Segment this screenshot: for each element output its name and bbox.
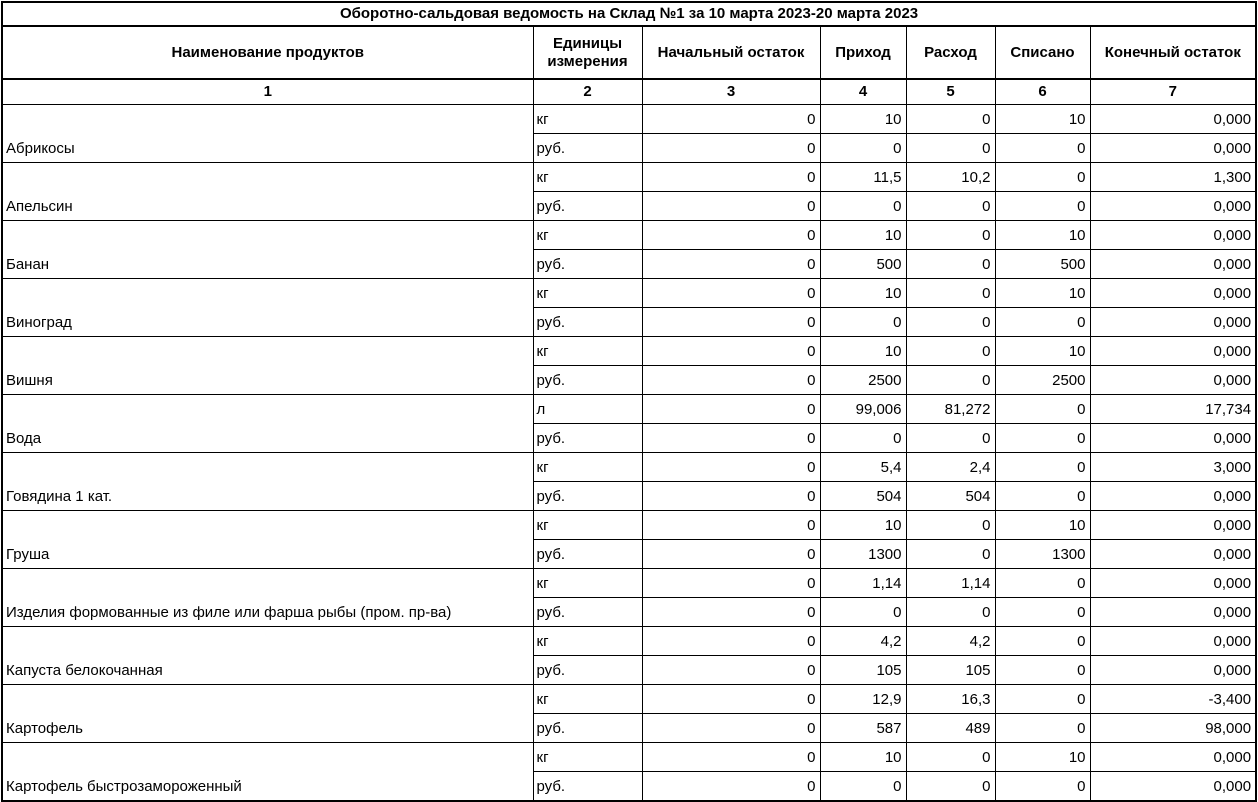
column-number[interactable]: 3 — [642, 79, 820, 105]
value-cell[interactable]: 10 — [820, 221, 906, 250]
value-cell[interactable]: 0,000 — [1090, 192, 1256, 221]
value-cell[interactable]: 0 — [995, 598, 1090, 627]
product-name-cell[interactable]: Изделия формованные из филе или фарша рыбы (пром. пр-ва) — [2, 569, 533, 627]
value-cell[interactable]: 1,14 — [820, 569, 906, 598]
value-cell[interactable]: 0 — [995, 134, 1090, 163]
value-cell[interactable]: 2,4 — [906, 453, 995, 482]
value-cell[interactable]: 0 — [906, 366, 995, 395]
product-name-cell[interactable]: Капуста белокочанная — [2, 627, 533, 685]
value-cell[interactable]: 0,000 — [1090, 221, 1256, 250]
value-cell[interactable]: 0,000 — [1090, 482, 1256, 511]
column-header-row — [2, 26, 1256, 79]
value-cell[interactable]: 0 — [642, 250, 820, 279]
product-name-cell[interactable]: Виноград — [2, 279, 533, 337]
unit-cell[interactable]: кг — [533, 569, 642, 598]
value-cell[interactable]: 0,000 — [1090, 279, 1256, 308]
unit-cell[interactable]: кг — [533, 337, 642, 366]
value-cell[interactable]: 0 — [906, 772, 995, 802]
product-name-cell[interactable]: Вода — [2, 395, 533, 453]
value-cell[interactable]: 0 — [642, 656, 820, 685]
value-cell[interactable]: 0 — [906, 192, 995, 221]
table-row — [2, 221, 1256, 250]
unit-cell[interactable]: руб. — [533, 308, 642, 337]
value-cell[interactable]: 0 — [906, 250, 995, 279]
value-cell[interactable]: 0 — [642, 105, 820, 134]
table-row — [2, 627, 1256, 656]
value-cell[interactable]: 0 — [820, 598, 906, 627]
value-cell[interactable]: 0 — [642, 627, 820, 656]
column-number[interactable]: 2 — [533, 79, 642, 105]
value-cell[interactable]: 0 — [906, 540, 995, 569]
value-cell[interactable]: 0 — [995, 453, 1090, 482]
table-row — [2, 337, 1256, 366]
value-cell[interactable]: 1,300 — [1090, 163, 1256, 192]
unit-cell[interactable]: руб. — [533, 714, 642, 743]
value-cell[interactable]: 0 — [995, 772, 1090, 802]
value-cell[interactable]: 5,4 — [820, 453, 906, 482]
header-product-name[interactable]: Наименование продуктов — [2, 26, 533, 79]
value-cell[interactable]: 98,000 — [1090, 714, 1256, 743]
value-cell[interactable]: 0,000 — [1090, 656, 1256, 685]
value-cell[interactable]: 0 — [642, 685, 820, 714]
value-cell[interactable]: 81,272 — [906, 395, 995, 424]
value-cell[interactable]: 587 — [820, 714, 906, 743]
value-cell[interactable]: 0 — [995, 482, 1090, 511]
value-cell[interactable]: 0,000 — [1090, 308, 1256, 337]
unit-cell[interactable]: руб. — [533, 192, 642, 221]
value-cell[interactable]: 0,000 — [1090, 569, 1256, 598]
value-cell[interactable]: 0 — [642, 482, 820, 511]
column-number[interactable]: 5 — [906, 79, 995, 105]
value-cell[interactable]: 0,000 — [1090, 337, 1256, 366]
value-cell[interactable]: 10,2 — [906, 163, 995, 192]
value-cell[interactable]: 0 — [642, 221, 820, 250]
table-row — [2, 743, 1256, 772]
value-cell[interactable]: 0 — [906, 511, 995, 540]
value-cell[interactable]: 4,2 — [906, 627, 995, 656]
column-number[interactable]: 6 — [995, 79, 1090, 105]
table-row — [2, 163, 1256, 192]
unit-cell[interactable]: кг — [533, 105, 642, 134]
value-cell[interactable]: 0,000 — [1090, 424, 1256, 453]
unit-cell[interactable]: кг — [533, 685, 642, 714]
value-cell[interactable]: 0 — [995, 714, 1090, 743]
value-cell[interactable]: 0 — [995, 395, 1090, 424]
header-expense[interactable]: Расход — [906, 26, 995, 79]
column-number[interactable]: 7 — [1090, 79, 1256, 105]
table-row — [2, 395, 1256, 424]
value-cell[interactable]: 16,3 — [906, 685, 995, 714]
product-name-cell[interactable]: Груша — [2, 511, 533, 569]
table-title[interactable]: Оборотно-сальдовая ведомость на Склад №1 за 10 марта 2023-20 марта 2023 — [2, 2, 1256, 26]
value-cell[interactable]: 105 — [820, 656, 906, 685]
value-cell[interactable]: 0 — [906, 134, 995, 163]
value-cell[interactable]: 10 — [820, 337, 906, 366]
value-cell[interactable]: 4,2 — [820, 627, 906, 656]
header-written-off[interactable]: Списано — [995, 26, 1090, 79]
value-cell[interactable]: 0 — [820, 192, 906, 221]
value-cell[interactable]: 10 — [820, 511, 906, 540]
value-cell[interactable]: 0 — [642, 424, 820, 453]
product-name-cell[interactable]: Картофель — [2, 685, 533, 743]
value-cell[interactable]: 11,5 — [820, 163, 906, 192]
value-cell[interactable]: 2500 — [820, 366, 906, 395]
value-cell[interactable]: 0 — [642, 511, 820, 540]
unit-cell[interactable]: руб. — [533, 424, 642, 453]
value-cell[interactable]: 489 — [906, 714, 995, 743]
value-cell[interactable]: 0,000 — [1090, 511, 1256, 540]
value-cell[interactable]: 0,000 — [1090, 598, 1256, 627]
value-cell[interactable]: 0 — [906, 424, 995, 453]
value-cell[interactable]: 0 — [642, 163, 820, 192]
column-number-row — [2, 79, 1256, 105]
value-cell[interactable]: 0 — [995, 424, 1090, 453]
product-name-cell[interactable]: Абрикосы — [2, 105, 533, 163]
table-row — [2, 685, 1256, 714]
value-cell[interactable]: 10 — [820, 743, 906, 772]
value-cell[interactable]: 0 — [906, 337, 995, 366]
unit-cell[interactable]: кг — [533, 743, 642, 772]
unit-cell[interactable]: руб. — [533, 482, 642, 511]
unit-cell[interactable]: руб. — [533, 656, 642, 685]
value-cell[interactable]: 0,000 — [1090, 743, 1256, 772]
header-closing-balance[interactable]: Конечный остаток — [1090, 26, 1256, 79]
value-cell[interactable]: 1300 — [820, 540, 906, 569]
value-cell[interactable]: 0 — [995, 656, 1090, 685]
value-cell[interactable]: 0 — [642, 598, 820, 627]
value-cell[interactable]: 0 — [642, 453, 820, 482]
value-cell[interactable]: 0 — [642, 308, 820, 337]
table-row — [2, 105, 1256, 134]
value-cell[interactable]: 0 — [642, 540, 820, 569]
value-cell[interactable]: 0 — [906, 105, 995, 134]
header-opening-balance[interactable]: Начальный остаток — [642, 26, 820, 79]
turnover-balance-table — [1, 1, 1257, 802]
column-number[interactable]: 4 — [820, 79, 906, 105]
value-cell[interactable]: 105 — [906, 656, 995, 685]
table-row — [2, 279, 1256, 308]
value-cell[interactable]: 1300 — [995, 540, 1090, 569]
header-units[interactable]: Единицы измерения — [533, 26, 642, 79]
value-cell[interactable]: 0 — [906, 308, 995, 337]
value-cell[interactable]: 0 — [642, 134, 820, 163]
value-cell[interactable]: 99,006 — [820, 395, 906, 424]
value-cell[interactable]: 0,000 — [1090, 250, 1256, 279]
value-cell[interactable]: 0,000 — [1090, 772, 1256, 802]
value-cell[interactable]: 500 — [820, 250, 906, 279]
value-cell[interactable]: 0 — [906, 279, 995, 308]
value-cell[interactable]: 10 — [995, 337, 1090, 366]
value-cell[interactable]: 0,000 — [1090, 134, 1256, 163]
unit-cell[interactable]: руб. — [533, 598, 642, 627]
value-cell[interactable]: 0 — [820, 308, 906, 337]
header-income[interactable]: Приход — [820, 26, 906, 79]
value-cell[interactable]: 0 — [995, 627, 1090, 656]
value-cell[interactable]: 0 — [906, 743, 995, 772]
value-cell[interactable]: 0 — [642, 366, 820, 395]
value-cell[interactable]: 10 — [995, 511, 1090, 540]
product-name-cell[interactable]: Картофель быстрозамороженный — [2, 743, 533, 802]
unit-cell[interactable]: л — [533, 395, 642, 424]
value-cell[interactable]: 0 — [995, 569, 1090, 598]
value-cell[interactable]: 504 — [906, 482, 995, 511]
table-row — [2, 511, 1256, 540]
value-cell[interactable]: 0 — [642, 743, 820, 772]
value-cell[interactable]: 1,14 — [906, 569, 995, 598]
unit-cell[interactable]: кг — [533, 511, 642, 540]
value-cell[interactable]: 500 — [995, 250, 1090, 279]
value-cell[interactable]: 0 — [995, 685, 1090, 714]
value-cell[interactable]: 10 — [995, 221, 1090, 250]
table-row — [2, 453, 1256, 482]
value-cell[interactable]: 0 — [995, 308, 1090, 337]
value-cell[interactable]: 12,9 — [820, 685, 906, 714]
value-cell[interactable]: 0 — [820, 424, 906, 453]
value-cell[interactable]: 0 — [906, 598, 995, 627]
value-cell[interactable]: 10 — [820, 279, 906, 308]
value-cell[interactable]: -3,400 — [1090, 685, 1256, 714]
value-cell[interactable]: 10 — [995, 105, 1090, 134]
unit-cell[interactable]: руб. — [533, 772, 642, 802]
unit-cell[interactable]: руб. — [533, 134, 642, 163]
table-title-row — [2, 2, 1256, 26]
product-name-cell[interactable]: Апельсин — [2, 163, 533, 221]
value-cell[interactable]: 0 — [906, 221, 995, 250]
value-cell[interactable]: 0 — [995, 192, 1090, 221]
value-cell[interactable]: 0 — [642, 569, 820, 598]
value-cell[interactable]: 0 — [995, 163, 1090, 192]
table-row — [2, 569, 1256, 598]
value-cell[interactable]: 0 — [642, 279, 820, 308]
unit-cell[interactable]: руб. — [533, 540, 642, 569]
product-name-cell[interactable]: Говядина 1 кат. — [2, 453, 533, 511]
value-cell[interactable]: 504 — [820, 482, 906, 511]
value-cell[interactable]: 10 — [995, 743, 1090, 772]
unit-cell[interactable]: кг — [533, 221, 642, 250]
value-cell[interactable]: 10 — [995, 279, 1090, 308]
product-name-cell[interactable]: Вишня — [2, 337, 533, 395]
value-cell[interactable]: 0,000 — [1090, 540, 1256, 569]
unit-cell[interactable]: руб. — [533, 366, 642, 395]
value-cell[interactable]: 3,000 — [1090, 453, 1256, 482]
value-cell[interactable]: 0 — [820, 134, 906, 163]
product-name-cell[interactable]: Банан — [2, 221, 533, 279]
value-cell[interactable]: 0 — [642, 395, 820, 424]
value-cell[interactable]: 0,000 — [1090, 366, 1256, 395]
value-cell[interactable]: 2500 — [995, 366, 1090, 395]
value-cell[interactable]: 10 — [820, 105, 906, 134]
value-cell[interactable]: 17,734 — [1090, 395, 1256, 424]
value-cell[interactable]: 0 — [642, 714, 820, 743]
unit-cell[interactable]: руб. — [533, 250, 642, 279]
unit-cell[interactable]: кг — [533, 453, 642, 482]
value-cell[interactable]: 0,000 — [1090, 627, 1256, 656]
unit-cell[interactable]: кг — [533, 627, 642, 656]
unit-cell[interactable]: кг — [533, 279, 642, 308]
value-cell[interactable]: 0 — [642, 337, 820, 366]
column-number[interactable]: 1 — [2, 79, 533, 105]
value-cell[interactable]: 0,000 — [1090, 105, 1256, 134]
value-cell[interactable]: 0 — [820, 772, 906, 802]
unit-cell[interactable]: кг — [533, 163, 642, 192]
value-cell[interactable]: 0 — [642, 772, 820, 802]
value-cell[interactable]: 0 — [642, 192, 820, 221]
